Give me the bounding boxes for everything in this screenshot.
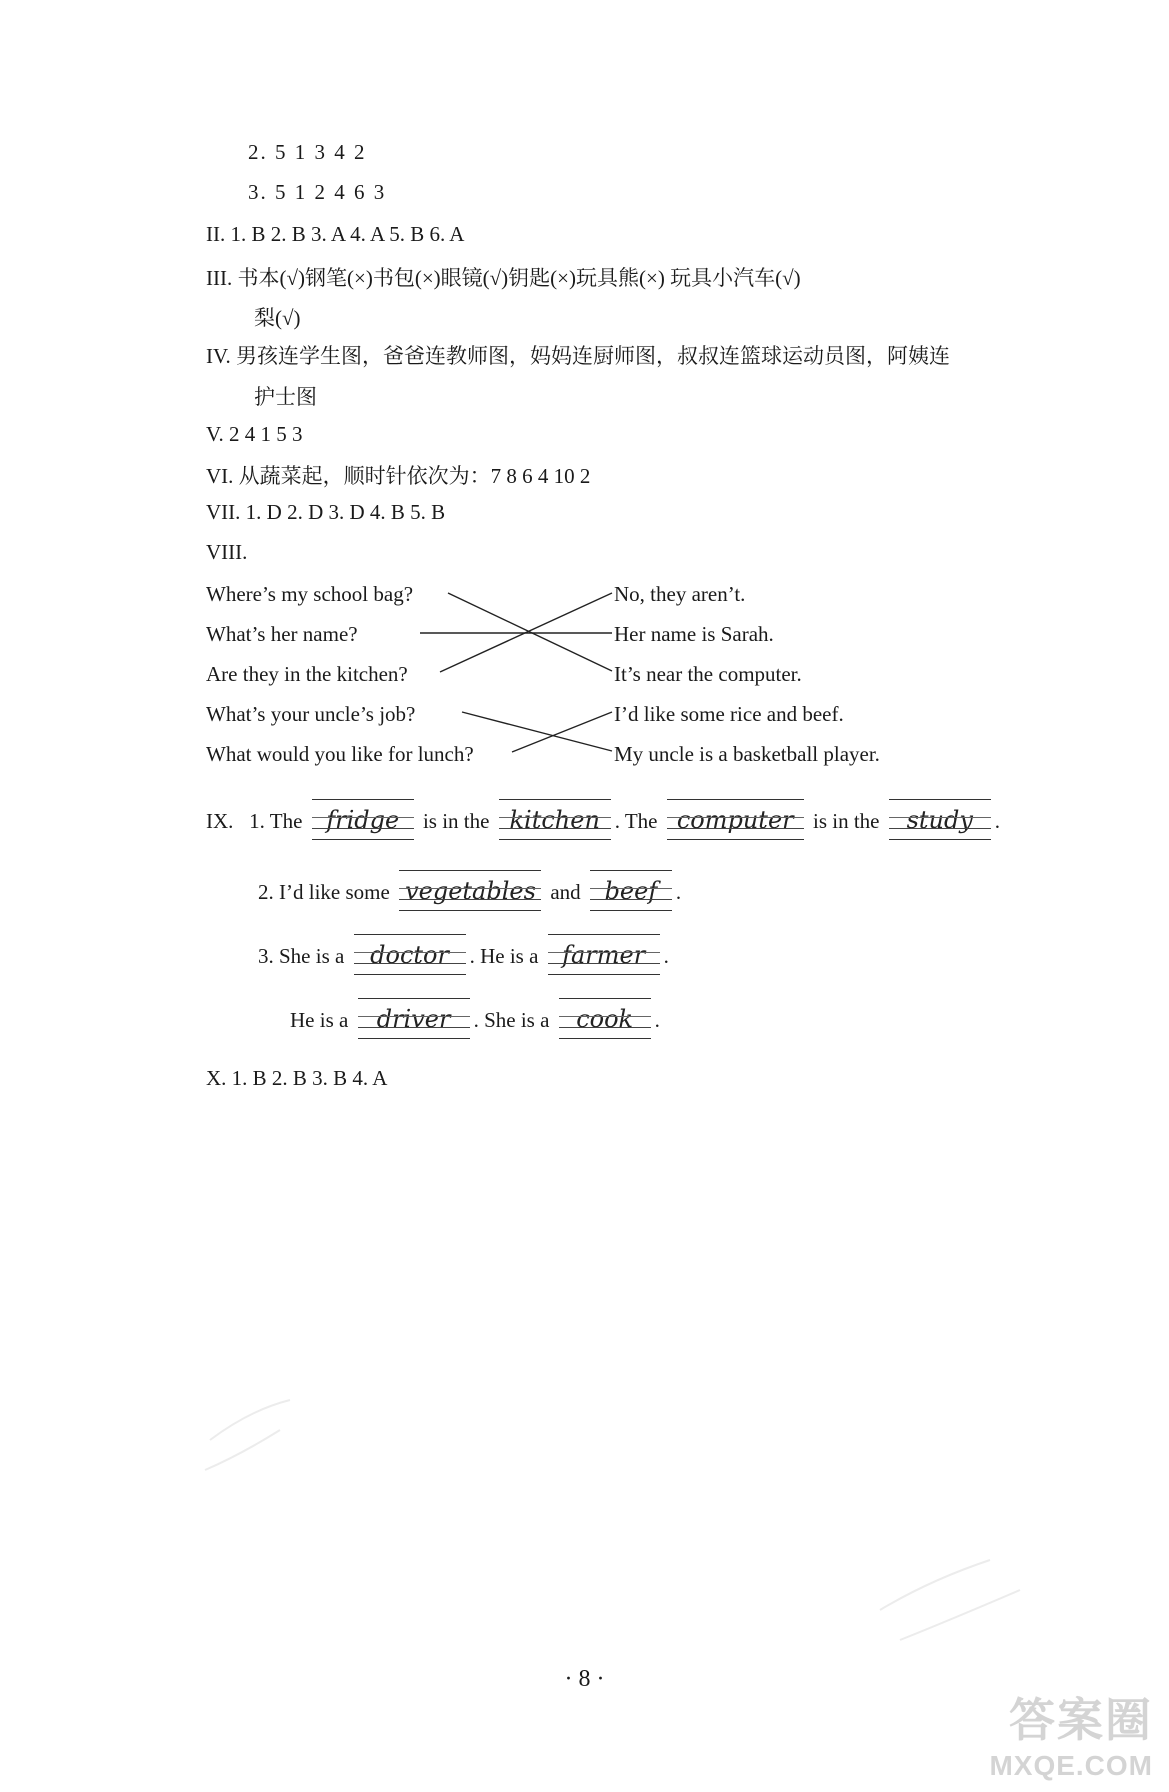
section-iv-line1: IV. 男孩连学生图，爸爸连教师图，妈妈连厨师图，叔叔连篮球运动员图，阿姨连: [206, 344, 950, 368]
ix-label: IX.: [206, 809, 234, 833]
ix-text: .: [654, 1008, 660, 1032]
answer-beef: beef: [590, 877, 672, 905]
ix-text: .: [994, 809, 1000, 833]
answer-doctor: doctor: [354, 941, 466, 969]
ix-text: I’d like some: [279, 880, 390, 904]
ix-text: .: [675, 880, 682, 904]
section-iv-line2: 护士图: [254, 385, 317, 409]
ix-text: The: [269, 809, 303, 833]
match-right-5: My uncle is a basketball player.: [614, 742, 880, 766]
section-x: X. 1. B 2. B 3. B 4. A: [206, 1066, 388, 1090]
section-v: V. 2 4 1 5 3: [206, 422, 303, 446]
section-viii: VIII.: [206, 540, 248, 564]
ix-text: .: [663, 944, 669, 968]
match-right-2: Her name is Sarah.: [614, 622, 774, 646]
match-left-2: What’s her name?: [206, 622, 358, 646]
section-ii: II. 1. B 2. B 3. A 4. A 5. B 6. A: [206, 222, 465, 246]
match-right-4: I’d like some rice and beef.: [614, 702, 844, 726]
watermark-cn: 答案圈: [1009, 1694, 1153, 1746]
match-left-3: Are they in the kitchen?: [206, 662, 408, 686]
ix-num-1: 1.: [249, 809, 265, 833]
watermark-logo: [989, 1684, 1153, 1782]
match-right-1: No, they aren’t.: [614, 582, 746, 606]
answer-computer: computer: [667, 806, 804, 834]
ix-text: . He is a: [469, 944, 539, 968]
ix-text: She is a: [279, 944, 345, 968]
answer-vegetables: vegetables: [399, 877, 541, 905]
ix-num-3: 3.: [258, 944, 274, 968]
match-right-3: It’s near the computer.: [614, 662, 802, 686]
answer-driver: driver: [358, 1005, 470, 1033]
answer-kitchen: kitchen: [499, 806, 611, 834]
page-number: · 8 ·: [564, 1666, 605, 1692]
watermark-en: MXQE.COM: [989, 1750, 1153, 1781]
match-left-4: What’s your uncle’s job?: [206, 702, 416, 726]
answer-study: study: [889, 806, 991, 834]
ix-num-2: 2.: [258, 880, 274, 904]
match-left-5: What would you like for lunch?: [206, 742, 474, 766]
answer-3: 3. 5 1 2 4 6 3: [248, 180, 387, 204]
section-iii-line2: 梨(√): [254, 306, 301, 330]
ix-text: and: [550, 880, 581, 904]
ix-text: is in the: [812, 809, 880, 833]
section-iii-line1: III. 书本(√)钢笔(×)书包(×)眼镜(√)钥匙(×)玩具熊(×) 玩具小汽车(√): [206, 266, 801, 290]
ix-text: He is a: [290, 1008, 349, 1032]
match-left-1: Where’s my school bag?: [206, 582, 414, 606]
answer-farmer: farmer: [548, 941, 660, 969]
answer-cook: cook: [559, 1005, 651, 1033]
answer-fridge: fridge: [312, 806, 414, 834]
ix-text: . The: [614, 809, 658, 833]
section-vii: VII. 1. D 2. D 3. D 4. B 5. B: [206, 500, 446, 524]
ix-text: . She is a: [473, 1008, 550, 1032]
ix-text: is in the: [422, 809, 490, 833]
answer-2: 2. 5 1 3 4 2: [248, 140, 367, 164]
section-vi: VI. 从蔬菜起，顺时针依次为：7 8 6 4 10 2: [206, 464, 591, 488]
